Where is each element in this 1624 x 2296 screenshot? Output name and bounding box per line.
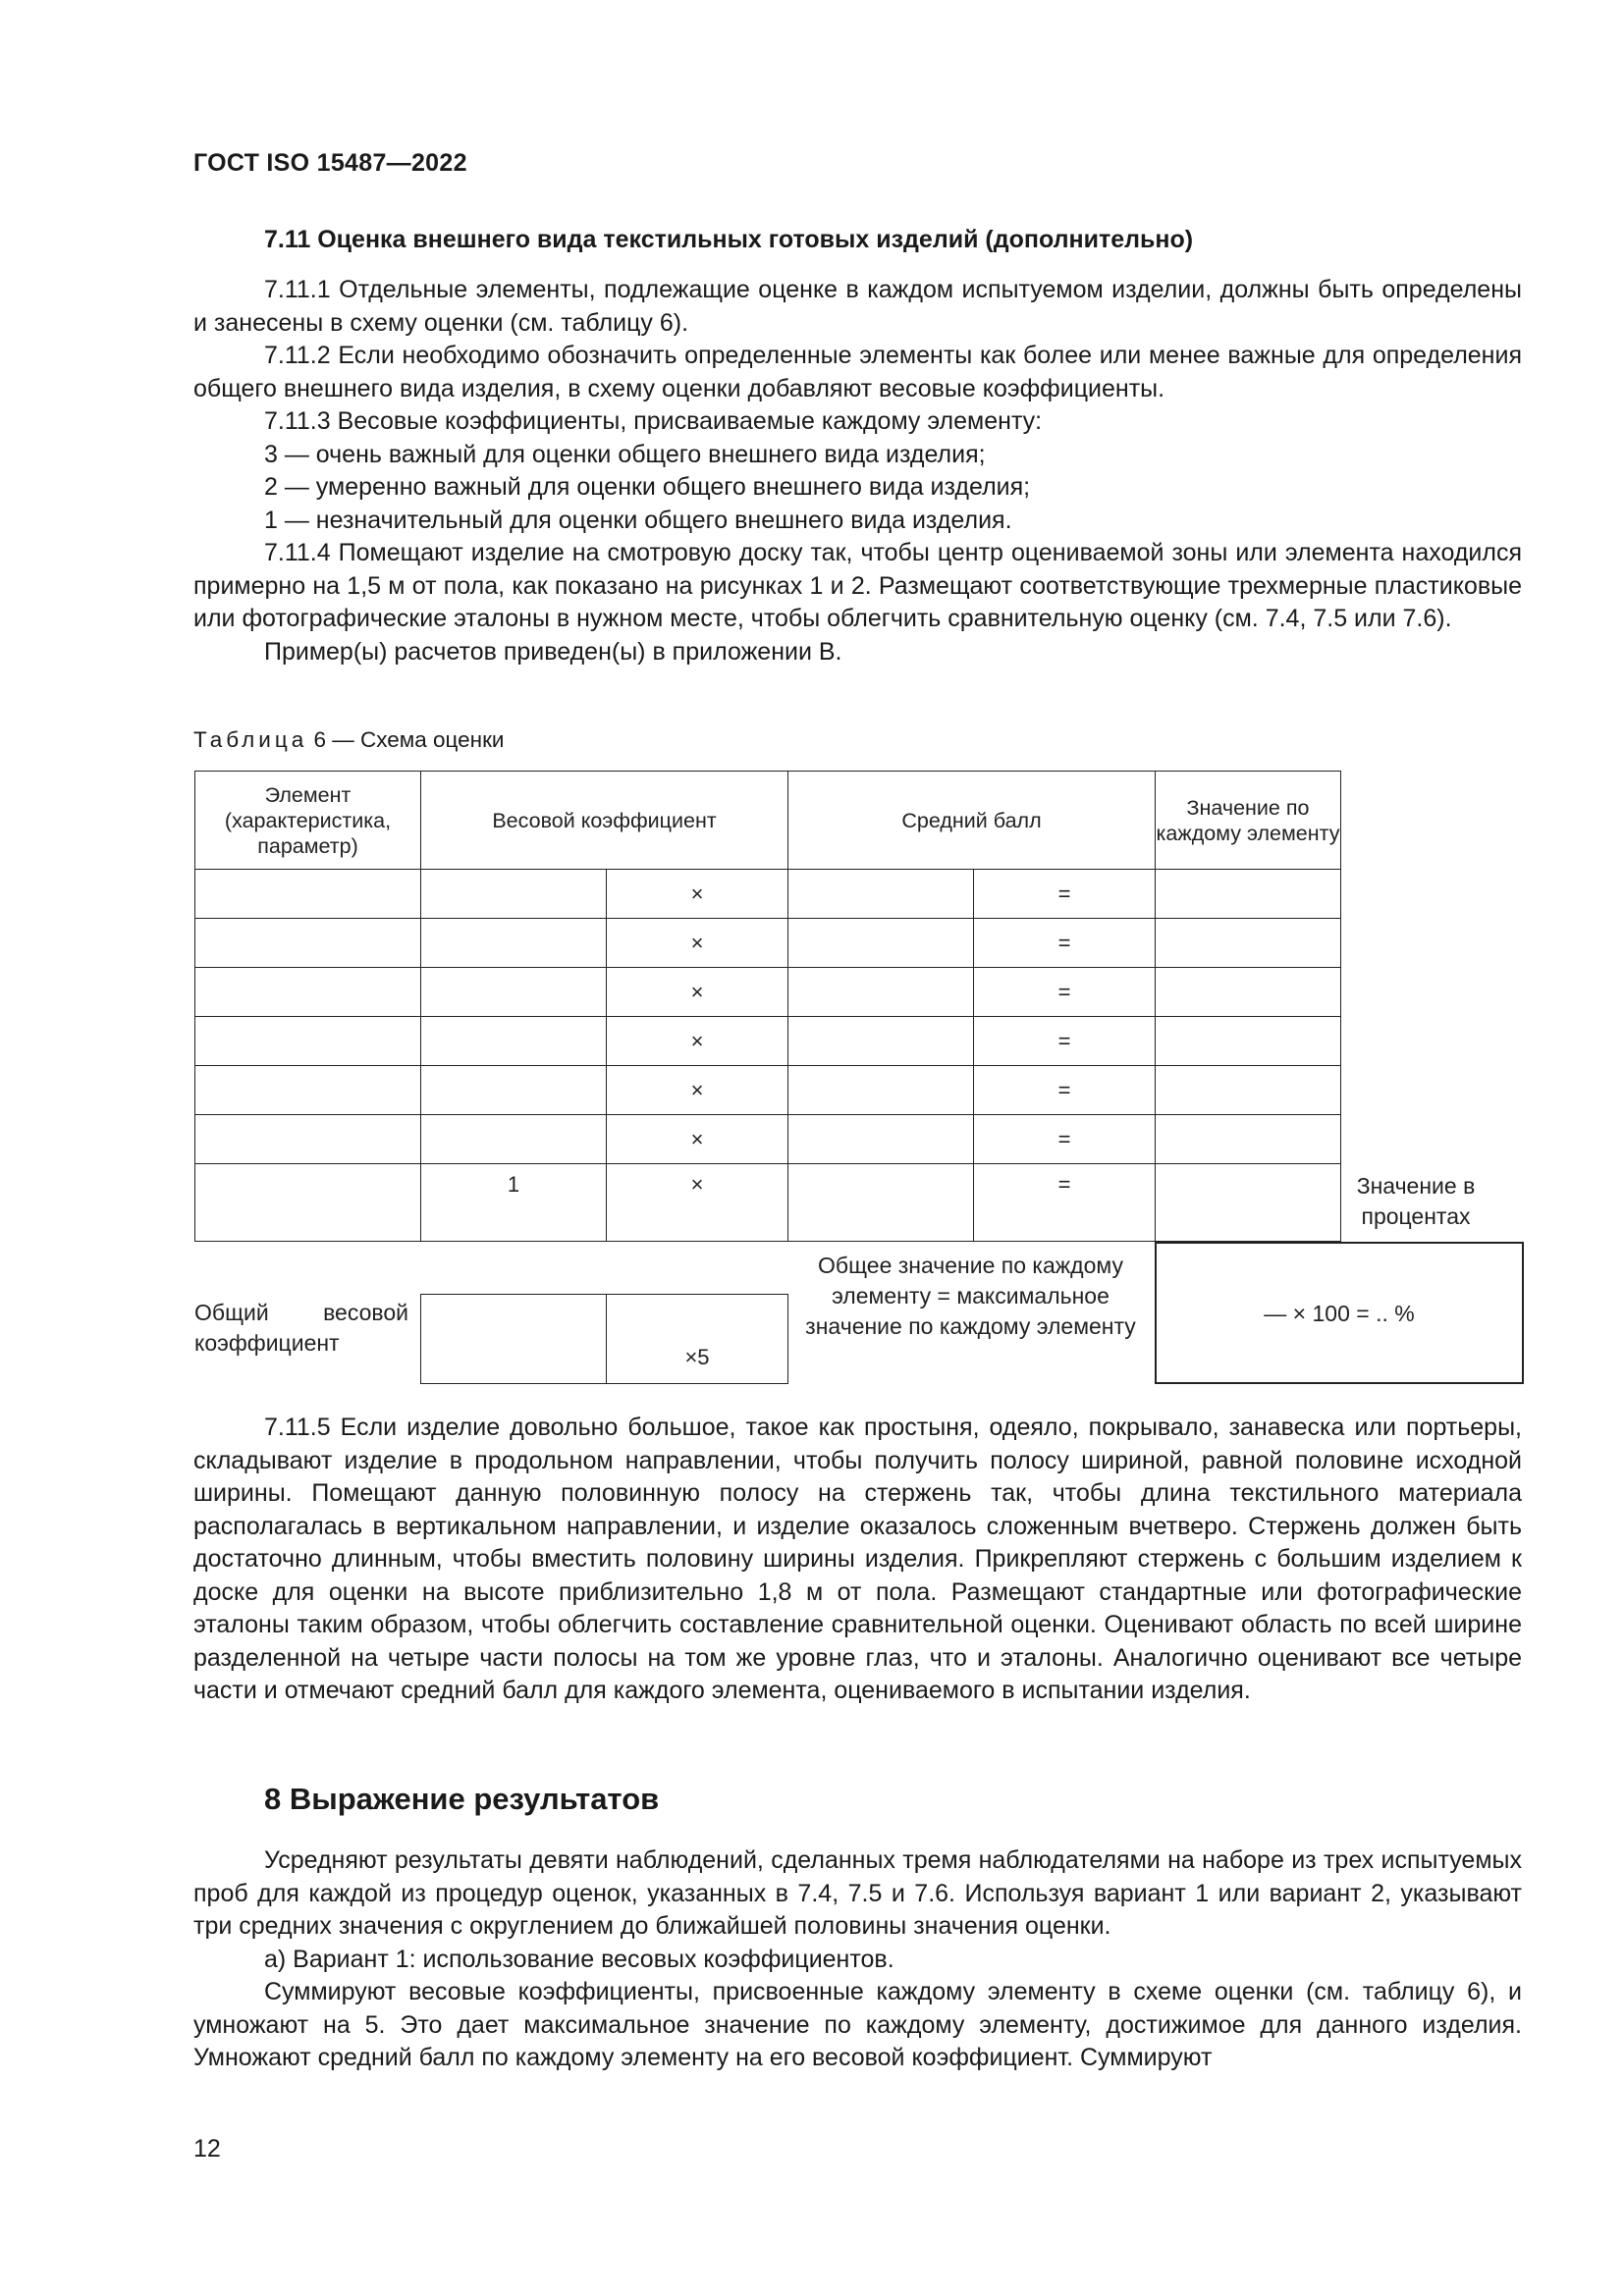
table-6-caption [193,727,505,753]
times-five: ×5 [606,1294,788,1384]
total-value-label: Общее значение по каждому элементу = максимальное значение по каждому элементу [805,1253,1136,1339]
total-weight-label [194,1298,408,1359]
percent-formula-box: — × 100 = .. % [1155,1242,1524,1384]
paragraph-7-11-2: 7.11.2 Если необходимо обозначить определенные элементы как более или менее важные для определения общего внешнего вида изделия, в схему оценки добавляют весовые коэффициенты. [193,342,1522,402]
paragraph-8-3: Суммируют весовые коэффициенты, присвоенные каждому элементу в схеме оценки (см. таблицу 6), и умножают на 5. Это дает максимальное значение по каждому элементу, достижимое для данного изделия. Умножают средний балл по каждому элементу на его весовой коэффициент. Суммируют [193,1978,1522,2071]
times-cell: × [606,1065,788,1115]
paragraph-7-11-5: 7.11.5 Если изделие довольно большое, такое как простыня, одеяло, покрывало, занавеска или портьеры, складывают изделие в продольном направлении, чтобы получить полосу шириной, равной половине исходной ширины. Помещают данную половинную полосу на стержень так, чтобы длина текстильного материала располагалась в вертикальном направлении, и изделие оказалось сложенным вчетверо. Стержень должен быть достаточно длинным, чтобы вместить половину ширины изделия. Прикрепляют стержень с большим изделием к доске для оценки на высоте приблизительно 1,8 м от пола. Размещают стандартные или фотографические эталоны таким образом, чтобы облегчить составление сравнительной оценки. Оценивают область по всей ширине разделенной на четыре части полосы на том же уровне глаз, что и эталоны. Аналогично оценивают все четыре части и отмечают средний балл для каждого элемента, оцениваемого в испытании изделия. [193,1414,1522,1704]
equals-cell: = [973,1163,1156,1242]
times-cell: × [606,967,788,1017]
score-cell [787,869,974,919]
value-cell [1155,918,1341,968]
table-caption-word: Таблица [193,727,308,752]
equals-cell: = [973,1114,1156,1164]
value-cell [1155,1163,1341,1242]
element-cell [194,1065,421,1115]
weight-cell [420,918,607,968]
paragraph-7-11-3: 7.11.3 Весовые коэффициенты, присваиваемые каждому элементу: [264,407,1043,435]
header-element: Элемент (характеристика, параметр) [194,771,421,870]
section-7-11-heading: 7.11 Оценка внешнего вида текстильных готовых изделий (дополнительно) [264,226,1194,253]
element-cell [194,869,421,919]
element-cell [194,967,421,1017]
score-cell [787,918,974,968]
section-7-11 [193,224,1522,257]
score-cell [787,1114,974,1164]
header-weight: Весовой коэффициент [420,771,788,870]
element-cell [194,1114,421,1164]
header-score: Средний балл [787,771,1156,870]
paragraph-8-1: Усредняют результаты девяти наблюдений, сделанных тремя наблюдателями на наборе из трех испытуемых проб для каждой из процедур оценок, указанных в 7.4, 7.5 и 7.6. Используя вариант 1 или вариант 2, указывают три средних значения с округлением до ближайшей половины значения оценки. [193,1846,1522,1940]
value-cell [1155,1065,1341,1115]
value-cell [1155,1114,1341,1164]
paragraph-7-11-4: 7.11.4 Помещают изделие на смотровую доску так, чтобы центр оцениваемой зоны или элемента находился примерно на 1,5 м от пола, как показано на рисунках 1 и 2. Размещают соответствующие трехмерные пластиковые или фотографические эталоны в нужном месте, чтобы облегчить сравнительную оценку (см. 7.4, 7.5 или 7.6). [193,539,1522,632]
section-8-body [193,1844,1522,2075]
weight-cell: 1 [420,1163,607,1242]
equals-cell: = [973,1016,1156,1066]
times-cell: × [606,869,788,919]
list-item: 1 — незначительный для оценки общего внешнего вида изделия. [264,506,1012,534]
page-number: 12 [193,2135,221,2163]
times-cell: × [606,1016,788,1066]
times-cell: × [606,1163,788,1242]
weight-cell [420,967,607,1017]
element-cell [194,918,421,968]
weight-cell [420,869,607,919]
list-item: 3 — очень важный для оценки общего внешнего вида изделия; [264,440,986,468]
list-item: 2 — умеренно важный для оценки общего внешнего вида изделия; [264,473,1031,501]
document-header: ГОСТ ISO 15487—2022 [193,149,467,177]
section-8-heading: 8 Выражение результатов [264,1782,660,1816]
paragraph-7-11-5-block [193,1412,1522,1708]
table-caption-text: 6 — Схема оценки [307,727,505,752]
times-cell: × [606,918,788,968]
percent-label: Значение в процентах [1356,1173,1476,1229]
weight-cell [420,1065,607,1115]
paragraph-example: Пример(ы) расчетов приведен(ы) в приложении В. [264,637,842,666]
paragraph-8-variant-1: а) Вариант 1: использование весовых коэффициентов. [264,1945,894,1973]
score-cell [787,1016,974,1066]
score-cell [787,1163,974,1242]
weight-cell [420,1016,607,1066]
value-cell [1155,869,1341,919]
weight-cell [420,1114,607,1164]
value-cell [1155,967,1341,1017]
header-value: Значение по каждому элементу [1155,771,1341,870]
paragraph-7-11-1: 7.11.1 Отдельные элементы, подлежащие оценке в каждом испытуемом изделии, должны быть определены и занесены в схему оценки (см. таблицу 6). [193,276,1522,337]
total-weight-label-text: Общий весовой коэффициент [194,1300,408,1356]
equals-cell: = [973,918,1156,968]
times-cell: × [606,1114,788,1164]
score-cell [787,967,974,1017]
score-cell [787,1065,974,1115]
element-cell [194,1163,421,1242]
section-7-11-body [193,274,1522,668]
equals-cell: = [973,967,1156,1017]
equals-cell: = [973,1065,1156,1115]
total-weight-input [420,1294,607,1384]
value-cell [1155,1016,1341,1066]
element-cell [194,1016,421,1066]
equals-cell: = [973,869,1156,919]
